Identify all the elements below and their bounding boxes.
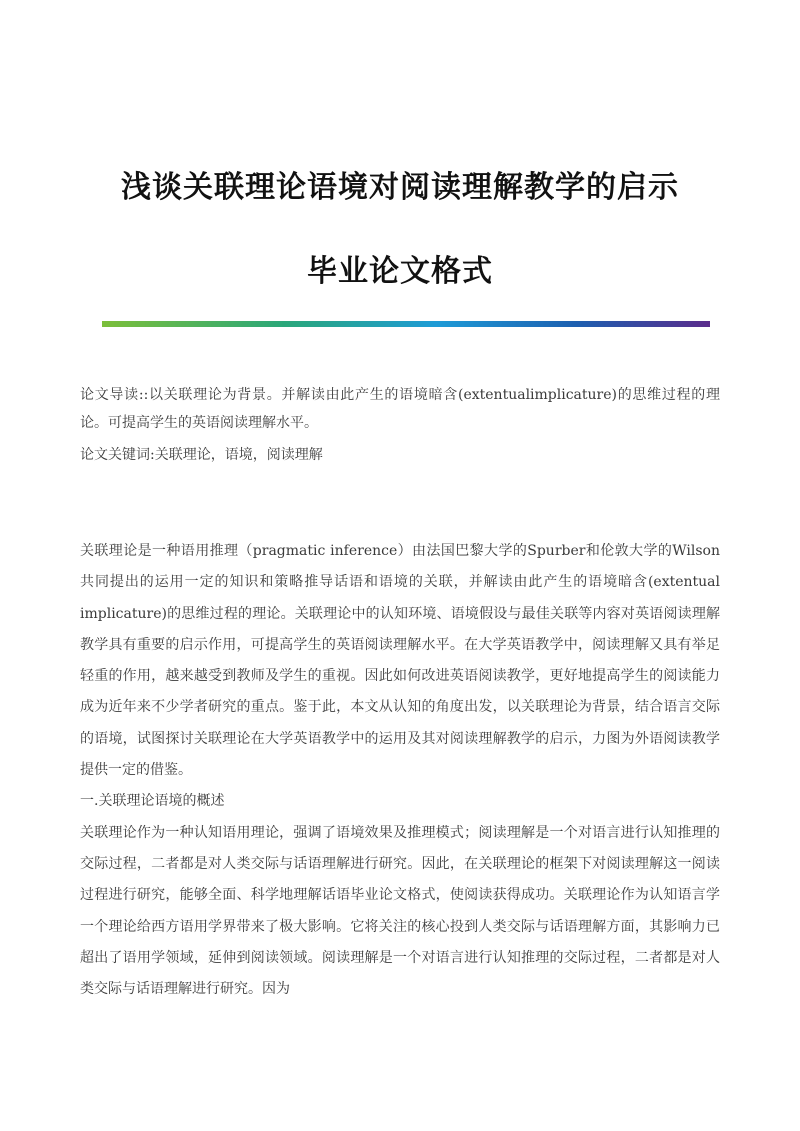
body-paragraph: 关联理论作为一种认知语用理论，强调了语境效果及推理模式；阅读理解是一个对语言进行认知推理的交际过程，二者都是对人类交际与话语理解进行研究。因此，在关联理论的框架下对阅读理解这一阅读过程进行研究，能够全面、科学地理解话语毕业论文格式，使阅读获得成功。关联理论作为认知语言学一个理论给西方语用学界带来了极大影响。它将关注的核心投到人类交际与话语理解方面，其影响力已超出了语用学领域，延伸到阅读领域。阅读理解是一个对语言进行认知推理的交际过程，二者都是对人类交际与话语理解进行研究。因为 bbox=[80, 824, 720, 998]
keywords-section bbox=[80, 441, 720, 469]
body-paragraph: 关联理论是一种语用推理（pragmatic inference）由法国巴黎大学的Spurber和伦敦大学的Wilson共同提出的运用一定的知识和策略推导话语和语境的关联，并解读由此产生的语境暗含(extentual implicature)的思维过程的理论。关联理论中的认知环境、语境假设与最佳关联等内容对英语阅读理解教学具有重要的启示作用，可提高学生的英语阅读理解水平。在大学英语教学中，阅读理解又具有举足轻重的作用，越来越受到教师及学生的重视。因此如何改进英语阅读教学，更好地提高学生的阅读能力成为近年来不少学者研究的重点。鉴于此，本文从认知的角度出发，以关联理论为背景，结合语言交际的语境，试图探讨关联理论在大学英语教学中的运用及其对阅读理解教学的启示，力图为外语阅读教学提供一定的借鉴。 bbox=[80, 543, 720, 779]
main-body bbox=[80, 536, 720, 1005]
section-heading: 一.关联理论语境的概述 bbox=[80, 793, 225, 810]
document-subtitle: 毕业论文格式 bbox=[307, 254, 493, 289]
abstract-text: 论文导读::以关联理论为背景。并解读由此产生的语境暗含(extentualimplicature)的思维过程的理论。可提高学生的英语阅读理解水平。 bbox=[80, 387, 720, 431]
keywords-text: 论文关键词:关联理论，语境，阅读理解 bbox=[80, 447, 323, 463]
document-title: 浅谈关联理论语境对阅读理解教学的启示 bbox=[121, 170, 679, 205]
title-divider bbox=[102, 321, 710, 327]
abstract-section bbox=[80, 381, 720, 437]
